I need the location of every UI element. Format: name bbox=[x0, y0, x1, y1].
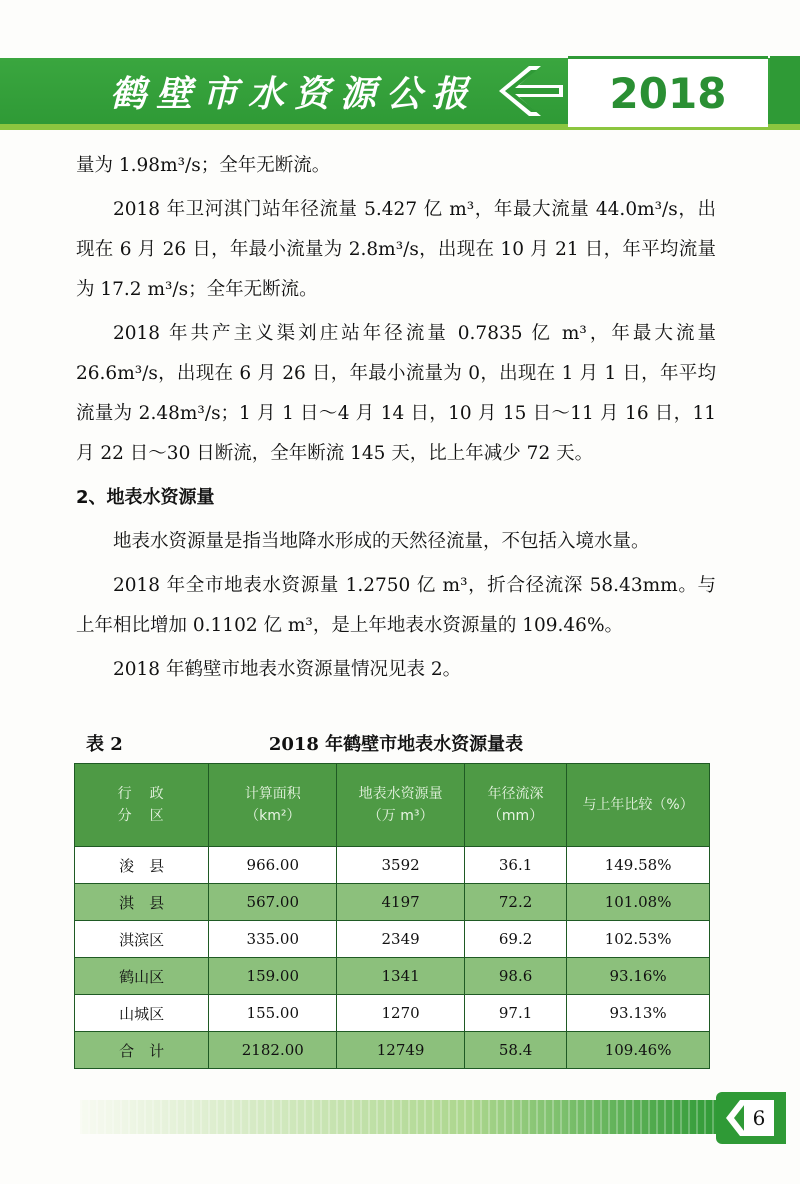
table-title: 2018 年鹤壁市地表水资源量表 bbox=[268, 734, 524, 755]
cell-area: 155.00 bbox=[209, 995, 337, 1032]
cell-area: 159.00 bbox=[209, 958, 337, 995]
cell-depth: 97.1 bbox=[464, 995, 566, 1032]
year-label: 2018 bbox=[609, 68, 727, 118]
header-cell bbox=[337, 764, 465, 847]
table-row bbox=[75, 847, 710, 884]
cell-area: 335.00 bbox=[209, 921, 337, 958]
table-row bbox=[75, 921, 710, 958]
paragraph: 2018 年卫河淇门站年径流量 5.427 亿 m³，年最大流量 44.0m³/s，出现在 6 月 26 日，年最小流量为 2.8m³/s，出现在 10 月 21 日，年平均流量为 17.2 m³/s；全年无断流。 bbox=[76, 199, 716, 300]
table-caption bbox=[76, 730, 716, 756]
cell-area: 2182.00 bbox=[209, 1032, 337, 1069]
cell-compare: 109.46% bbox=[567, 1032, 710, 1069]
cell-compare: 149.58% bbox=[567, 847, 710, 884]
header-cell bbox=[75, 764, 209, 847]
cell-depth: 69.2 bbox=[464, 921, 566, 958]
cell-area: 966.00 bbox=[209, 847, 337, 884]
header-cell-text: 计算面积 （km²） bbox=[244, 786, 301, 824]
cell-region: 淇滨区 bbox=[75, 921, 209, 958]
left-arrow-icon bbox=[485, 58, 565, 124]
paragraph: 量为 1.98m³/s；全年无断流。 bbox=[76, 155, 331, 176]
cell-region: 山城区 bbox=[75, 995, 209, 1032]
paragraph: 2018 年共产主义渠刘庄站年径流量 0.7835 亿 m³，年最大流量 26.6m³/s，出现在 6 月 26 日，年最小流量为 0，出现在 1 月 1 日，年平均流量为 2.48m³/s；1 月 1 日～4 月 14 日，10 月 15 日～11 月 16 日，11 月 22 日～30 日断流，全年断流 145 天，比上年减少 72 天。 bbox=[76, 323, 716, 464]
header-cell bbox=[464, 764, 566, 847]
header-cell-text: 行 政 分 区 bbox=[117, 786, 166, 824]
cell-depth: 98.6 bbox=[464, 958, 566, 995]
header-cell-text: 年径流深 （mm） bbox=[487, 786, 544, 824]
body-text bbox=[76, 146, 716, 694]
table-label: 表 2 bbox=[86, 734, 123, 755]
cell-resource: 1270 bbox=[337, 995, 465, 1032]
table-row-total bbox=[75, 1032, 710, 1069]
table-row bbox=[75, 995, 710, 1032]
cell-compare: 101.08% bbox=[567, 884, 710, 921]
publication-title: 鹤壁市水资源公报 bbox=[110, 74, 479, 115]
table-header-row bbox=[75, 764, 710, 847]
year-box bbox=[568, 56, 768, 127]
page-number: 6 bbox=[744, 1100, 774, 1136]
cell-resource: 12749 bbox=[337, 1032, 465, 1069]
cell-resource: 1341 bbox=[337, 958, 465, 995]
cell-depth: 58.4 bbox=[464, 1032, 566, 1069]
header-cell-text: 地表水资源量 （万 m³） bbox=[358, 786, 443, 824]
cell-region: 鹤山区 bbox=[75, 958, 209, 995]
cell-region: 合 计 bbox=[75, 1032, 209, 1069]
table-row bbox=[75, 884, 710, 921]
cell-compare: 93.16% bbox=[567, 958, 710, 995]
cell-area: 567.00 bbox=[209, 884, 337, 921]
header-side-block bbox=[770, 56, 800, 124]
header-cell-text: 与上年比较（%） bbox=[582, 797, 694, 813]
paragraph: 2018 年鹤壁市地表水资源量情况见表 2。 bbox=[113, 659, 462, 680]
section-heading: 2、地表水资源量 bbox=[76, 487, 215, 508]
cell-region: 浚 县 bbox=[75, 847, 209, 884]
paragraph: 2018 年全市地表水资源量 1.2750 亿 m³，折合径流深 58.43mm。与上年相比增加 0.1102 亿 m³，是上年地表水资源量的 109.46%。 bbox=[76, 575, 716, 636]
cell-depth: 72.2 bbox=[464, 884, 566, 921]
cell-compare: 93.13% bbox=[567, 995, 710, 1032]
paragraph: 地表水资源量是指当地降水形成的天然径流量，不包括入境水量。 bbox=[113, 531, 650, 552]
cell-region: 淇 县 bbox=[75, 884, 209, 921]
cell-compare: 102.53% bbox=[567, 921, 710, 958]
header-cell bbox=[209, 764, 337, 847]
cell-resource: 3592 bbox=[337, 847, 465, 884]
cell-depth: 36.1 bbox=[464, 847, 566, 884]
surface-water-table bbox=[74, 763, 710, 1069]
cell-resource: 4197 bbox=[337, 884, 465, 921]
table-row bbox=[75, 958, 710, 995]
cell-resource: 2349 bbox=[337, 921, 465, 958]
header-cell bbox=[567, 764, 710, 847]
footer-stripes bbox=[80, 1100, 720, 1134]
